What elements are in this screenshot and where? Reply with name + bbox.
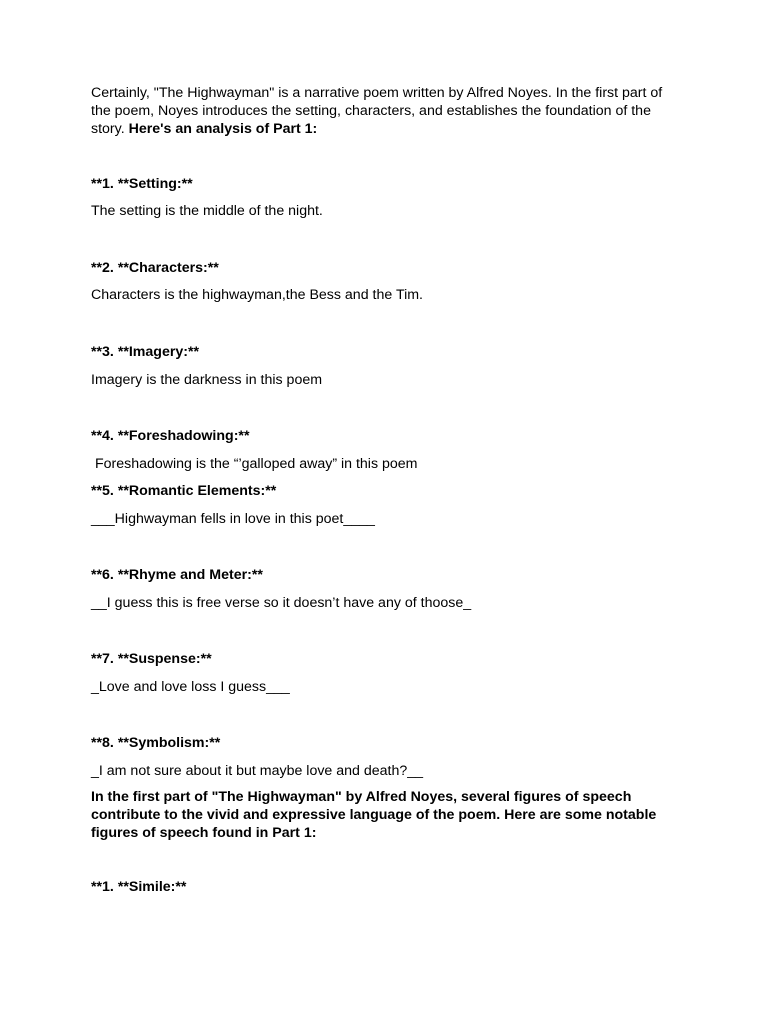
section-answer-characters: Characters is the highwayman,the Bess and the Tim. (91, 287, 423, 303)
intro-text: Certainly, "The Highwayman" is a narrative poem written by Alfred Noyes. In the first part of the poem, Noyes introduces the setting, characters, and establishes the foundation of the story. (91, 85, 663, 137)
section-heading-suspense: **7. **Suspense:** (91, 651, 212, 667)
section-answer-romantic-elements: ___Highwayman fells in love in this poet____ (91, 511, 375, 527)
section-heading-simile: **1. **Simile:** (91, 879, 187, 895)
section-answer-rhyme-meter: __I guess this is free verse so it doesn’t have any of thoose_ (91, 595, 472, 611)
section-answer-setting: The setting is the middle of the night. (91, 203, 323, 219)
figures-intro-paragraph: In the first part of "The Highwayman" by Alfred Noyes, several figures of speech contribute to the vivid and expressive language of the poem. Here are some notable figures of speech found in Part 1: (91, 789, 657, 841)
section-heading-setting: **1. **Setting:** (91, 176, 193, 192)
section-heading-characters: **2. **Characters:** (91, 260, 219, 276)
section-answer-foreshadowing: Foreshadowing is the “’galloped away” in this poem (91, 456, 418, 472)
section-answer-imagery: Imagery is the darkness in this poem (91, 372, 323, 388)
intro-paragraph (91, 84, 681, 138)
section-heading-romantic-elements: **5. **Romantic Elements:** (91, 483, 277, 499)
section-answer-symbolism: _I am not sure about it but maybe love and death?__ (91, 763, 424, 779)
section-heading-rhyme-meter: **6. **Rhyme and Meter:** (91, 567, 263, 583)
section-heading-symbolism: **8. **Symbolism:** (91, 735, 221, 751)
section-heading-foreshadowing: **4. **Foreshadowing:** (91, 428, 250, 444)
section-answer-suspense: _Love and love loss I guess___ (91, 679, 290, 695)
intro-bold-text: Here's an analysis of Part 1: (128, 121, 318, 137)
section-heading-imagery: **3. **Imagery:** (91, 344, 200, 360)
